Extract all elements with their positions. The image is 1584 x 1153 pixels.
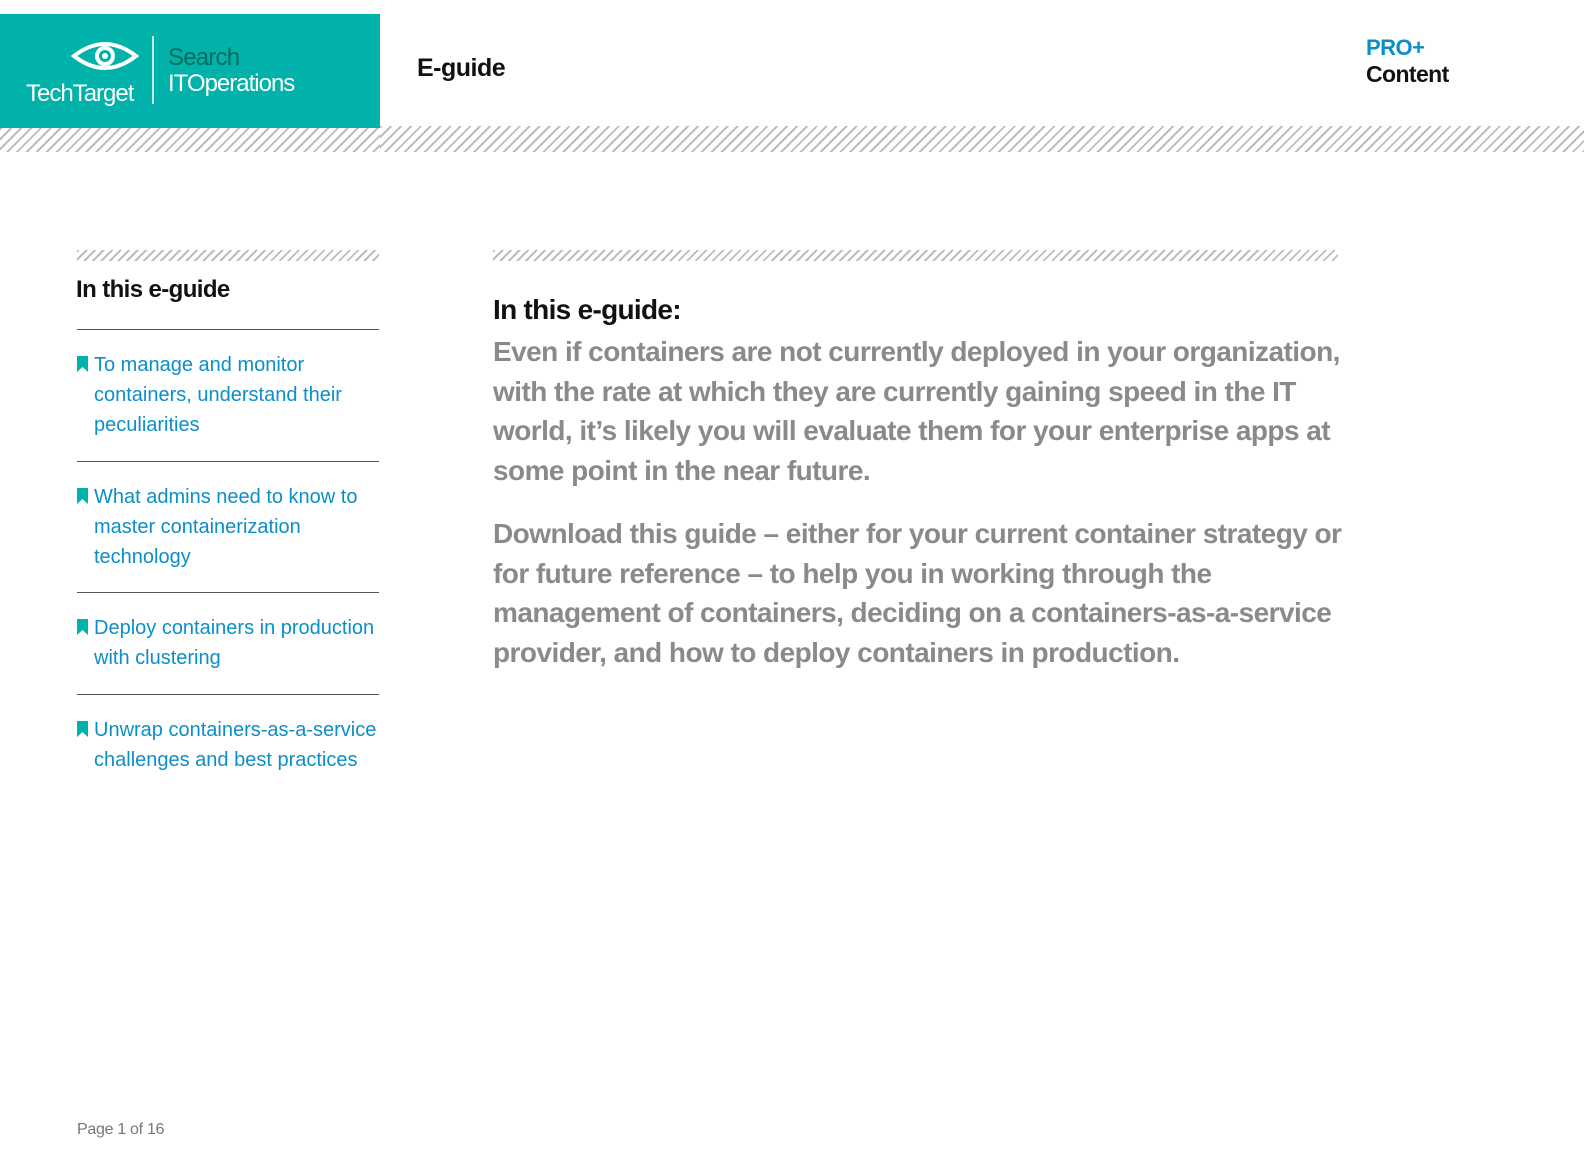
intro-paragraph: Even if containers are not currently deployed in your organization, with the rate at which they are currently gaining speed in the IT world, it’s likely you will evaluate them for your enterprise apps at some point in the near future. (493, 336, 1340, 486)
main-heading: In this e-guide: (493, 294, 681, 325)
header-hatch-left (0, 128, 380, 152)
pro-badge-line1: PRO+ (1366, 35, 1425, 60)
sidebar-divider (77, 461, 379, 462)
sidebar-hatch-divider (77, 250, 379, 261)
brand-divider (152, 36, 154, 104)
bookmark-icon (77, 356, 88, 372)
sidebar-title: In this e-guide (76, 276, 230, 303)
bookmark-icon (77, 721, 88, 737)
toc-item-manage-monitor[interactable] (77, 350, 379, 440)
eye-icon (70, 40, 140, 72)
toc-item-deploy-containers[interactable] (77, 613, 379, 673)
bookmark-icon (77, 488, 88, 504)
toc-item-label: Deploy containers in production with clustering (94, 617, 375, 669)
toc-item-caas-challenges[interactable] (77, 715, 379, 775)
brand-site-line1: Search (168, 44, 240, 71)
brand-site-line2: ITOperations (168, 70, 295, 97)
sidebar-divider (77, 329, 379, 330)
pro-badge-line2: Content (1366, 61, 1449, 87)
download-paragraph: Download this guide – either for your current container strategy or for future reference – to help you in working through the management of containers, deciding on a containers-as-a-service provider, and how to deploy containers in production. (493, 518, 1342, 668)
toc-item-label: Unwrap containers-as-a-service challenges and best practices (94, 719, 377, 771)
header-hatch-band (380, 126, 1584, 152)
brand-logo-block[interactable] (0, 14, 380, 128)
page-number: Page 1 of 16 (77, 1121, 165, 1138)
pro-content-badge (1366, 35, 1449, 87)
brand-techtarget-text: TechTarget (26, 80, 134, 107)
toc-item-label: To manage and monitor containers, understand their peculiarities (94, 354, 342, 436)
toc-item-label: What admins need to know to master containerization technology (94, 486, 358, 568)
techtarget-logo (24, 40, 142, 110)
bookmark-icon (77, 619, 88, 635)
toc-item-admins-need-to-know[interactable] (77, 482, 379, 572)
main-hatch-divider (493, 250, 1338, 261)
sidebar-divider (77, 694, 379, 695)
doc-type-label: E-guide (417, 54, 506, 82)
sidebar-divider (77, 592, 379, 593)
